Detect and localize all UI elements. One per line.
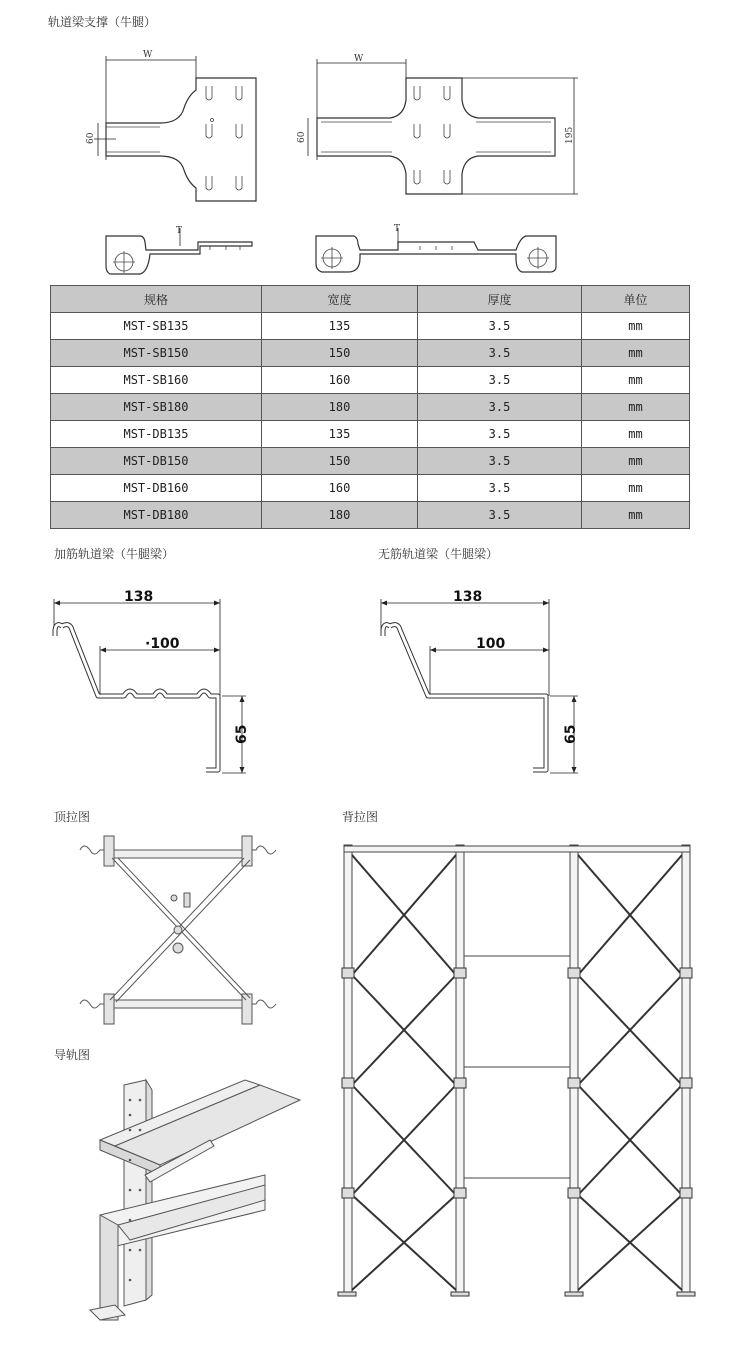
cell-unit: mm: [582, 502, 690, 529]
cell-spec: MST-DB180: [51, 502, 262, 529]
cell-thickness: 3.5: [418, 340, 582, 367]
dim-t-label-1: T: [176, 226, 183, 236]
plain-beam-title: 无筋轨道梁（牛腿梁）: [378, 547, 499, 561]
cell-spec: MST-DB150: [51, 448, 262, 475]
guide-rail-title: 导轨图: [54, 1048, 91, 1062]
dim-w-label-1: W: [143, 50, 153, 60]
ribbed-beam-title: 加筋轨道梁（牛腿梁）: [54, 547, 175, 561]
header-unit: 单位: [582, 286, 690, 313]
cell-spec: MST-SB180: [51, 394, 262, 421]
dim-195-label: 195: [565, 126, 575, 144]
cell-spec: MST-DB160: [51, 475, 262, 502]
cell-thickness: 3.5: [418, 421, 582, 448]
cell-spec: MST-SB135: [51, 313, 262, 340]
header-width: 宽度: [262, 286, 418, 313]
cell-thickness: 3.5: [418, 313, 582, 340]
dim-60-label-2: 60: [297, 131, 307, 143]
top-tie-title: 顶拉图: [54, 810, 91, 824]
cell-width: 180: [262, 502, 418, 529]
cell-width: 150: [262, 448, 418, 475]
header-thickness: 厚度: [418, 286, 582, 313]
ribbed-height-dim: 65: [234, 724, 250, 744]
ribbed-overall-dim: 138: [124, 589, 154, 605]
cell-spec: MST-SB160: [51, 367, 262, 394]
cell-width: 160: [262, 367, 418, 394]
cell-thickness: 3.5: [418, 448, 582, 475]
plain-height-dim: 65: [563, 724, 579, 744]
cell-unit: mm: [582, 475, 690, 502]
cell-unit: mm: [582, 394, 690, 421]
header-spec: 规格: [51, 286, 262, 313]
plain-overall-dim: 138: [453, 589, 483, 605]
cell-width: 160: [262, 475, 418, 502]
back-tie-title: 背拉图: [342, 810, 379, 824]
cell-thickness: 3.5: [418, 367, 582, 394]
cell-unit: mm: [582, 367, 690, 394]
dim-t-label-2: T: [394, 224, 401, 234]
ribbed-inner-dim: ·100: [145, 636, 180, 652]
cell-unit: mm: [582, 313, 690, 340]
plain-inner-dim: 100: [476, 636, 506, 652]
dim-60-label-1: 60: [86, 132, 96, 144]
cell-thickness: 3.5: [418, 394, 582, 421]
cell-spec: MST-DB135: [51, 421, 262, 448]
bracket-section-title: 轨道梁支撑（牛腿）: [48, 15, 157, 29]
cell-unit: mm: [582, 421, 690, 448]
cell-spec: MST-SB150: [51, 340, 262, 367]
cell-width: 135: [262, 421, 418, 448]
cell-unit: mm: [582, 448, 690, 475]
cell-thickness: 3.5: [418, 502, 582, 529]
cell-width: 135: [262, 313, 418, 340]
cell-thickness: 3.5: [418, 475, 582, 502]
cell-width: 180: [262, 394, 418, 421]
dim-w-label-2: W: [354, 54, 364, 64]
cell-unit: mm: [582, 340, 690, 367]
cell-width: 150: [262, 340, 418, 367]
